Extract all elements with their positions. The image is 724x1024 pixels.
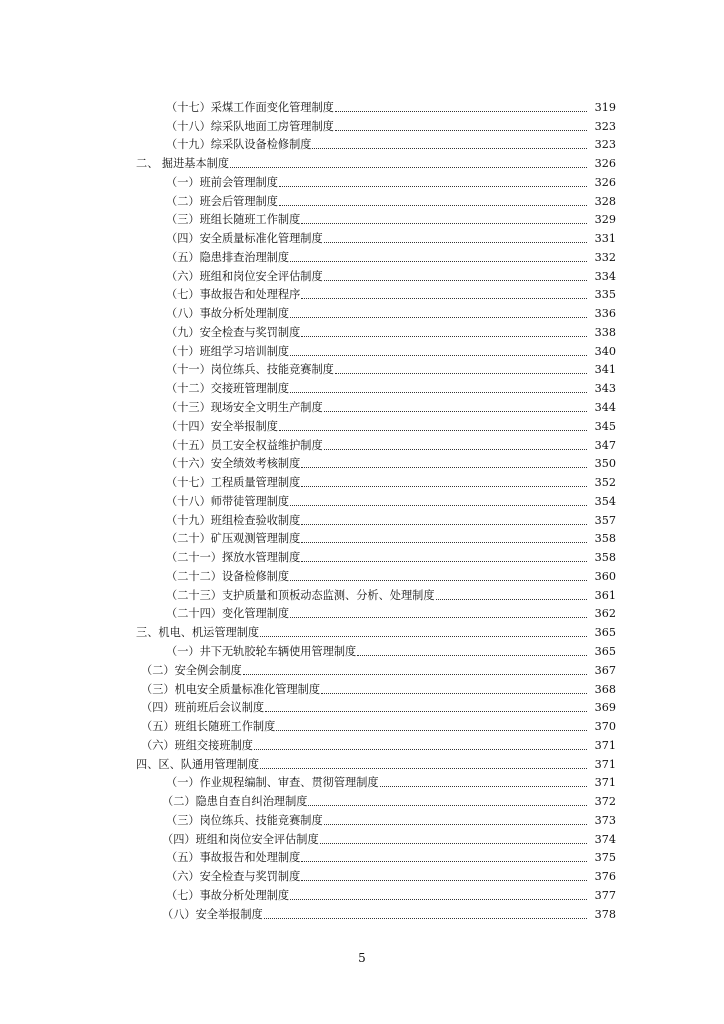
toc-entry[interactable] <box>0 190 616 209</box>
toc-dot-leader <box>290 392 587 393</box>
toc-entry-title: （二）隐患自查自纠治理制度 <box>162 795 308 809</box>
toc-entry-title: （十九）综采队设备检修制度 <box>166 138 312 152</box>
toc-entry-page: 341 <box>594 363 616 377</box>
toc-entry[interactable] <box>0 621 616 640</box>
toc-entry-title: （二十一）探放水管理制度 <box>166 551 301 565</box>
toc-entry-page: 357 <box>594 513 616 527</box>
toc-entry-page: 326 <box>594 175 616 189</box>
toc-entry-page: 376 <box>594 870 616 884</box>
toc-dot-leader <box>335 130 587 131</box>
toc-dot-leader <box>301 336 587 337</box>
toc-dot-leader <box>301 561 587 562</box>
toc-dot-leader <box>301 223 587 224</box>
toc-entry-title: 四、区、队通用管理制度 <box>136 757 260 771</box>
toc-entry-page: 365 <box>594 644 616 658</box>
toc-dot-leader <box>380 786 587 787</box>
toc-entry[interactable] <box>0 509 616 528</box>
toc-entry[interactable] <box>0 490 616 509</box>
toc-entry-title: （四）班前班后会议制度 <box>141 701 265 715</box>
toc-entry-page: 377 <box>594 888 616 902</box>
toc-entry[interactable] <box>0 340 616 359</box>
toc-entry-page: 362 <box>594 607 616 621</box>
toc-dot-leader <box>324 449 587 450</box>
toc-entry-title: （六）班组和岗位安全评估制度 <box>166 269 323 283</box>
toc-entry[interactable] <box>0 265 616 284</box>
toc-entry[interactable] <box>0 528 616 547</box>
toc-entry-page: 354 <box>594 494 616 508</box>
toc-entry[interactable] <box>0 865 616 884</box>
toc-entry-title: （二十）矿压观测管理制度 <box>166 532 301 546</box>
toc-dot-leader <box>279 430 587 431</box>
toc-entry[interactable] <box>0 96 616 115</box>
toc-dot-leader <box>276 730 587 731</box>
toc-entry[interactable] <box>0 847 616 866</box>
toc-entry-page: 360 <box>594 569 616 583</box>
toc-dot-leader <box>290 617 587 618</box>
toc-entry[interactable] <box>0 359 616 378</box>
toc-entry[interactable] <box>0 302 616 321</box>
toc-entry[interactable] <box>0 678 616 697</box>
toc-dot-leader <box>324 242 587 243</box>
page-number: 5 <box>358 951 366 965</box>
toc-dot-leader <box>335 373 587 374</box>
toc-entry-title: （十四）安全举报制度 <box>166 419 278 433</box>
toc-entry[interactable] <box>0 903 616 922</box>
toc-entry-page: 358 <box>594 532 616 546</box>
toc-entry-page: 368 <box>594 682 616 696</box>
toc-dot-leader <box>308 805 587 806</box>
toc-entry-title: （九）安全检查与奖罚制度 <box>166 325 301 339</box>
toc-entry-page: 372 <box>594 795 616 809</box>
toc-dot-leader <box>260 636 587 637</box>
toc-entry[interactable] <box>0 115 616 134</box>
toc-entry[interactable] <box>0 809 616 828</box>
toc-entry[interactable] <box>0 321 616 340</box>
toc-dot-leader <box>301 467 587 468</box>
toc-dot-leader <box>335 111 587 112</box>
toc-entry-title: （二）班会后管理制度 <box>166 194 278 208</box>
toc-entry-title: （七）事故报告和处理程序 <box>166 288 301 302</box>
toc-entry-page: 375 <box>594 851 616 865</box>
toc-dot-leader <box>260 768 587 769</box>
toc-entry-page: 344 <box>594 401 616 415</box>
toc-entry-page: 358 <box>594 551 616 565</box>
toc-entry[interactable] <box>0 697 616 716</box>
toc-dot-leader <box>324 280 587 281</box>
toc-entry-title: 二、 掘进基本制度 <box>136 157 230 171</box>
toc-entry-title: （十三）现场安全文明生产制度 <box>166 401 323 415</box>
toc-entry-page: 369 <box>594 701 616 715</box>
toc-entry-title: （一）井下无轨胶轮车辆使用管理制度 <box>166 644 357 658</box>
toc-entry-page: 332 <box>594 250 616 264</box>
toc-entry-page: 371 <box>594 776 616 790</box>
toc-entry-title: （五）班组长随班工作制度 <box>141 720 276 734</box>
toc-dot-leader <box>301 542 587 543</box>
toc-entry-title: （五）隐患排查治理制度 <box>166 250 290 264</box>
toc-entry-title: （一）作业规程编制、审查、贯彻管理制度 <box>166 776 379 790</box>
toc-entry[interactable] <box>0 246 616 265</box>
toc-entry-page: 343 <box>594 382 616 396</box>
toc-dot-leader <box>279 205 587 206</box>
toc-entry[interactable] <box>0 396 616 415</box>
toc-entry[interactable] <box>0 434 616 453</box>
toc-entry[interactable] <box>0 415 616 434</box>
toc-entry-title: （十八）师带徒管理制度 <box>166 494 290 508</box>
toc-dot-leader <box>436 599 587 600</box>
toc-entry-title: （二十三）支护质量和顶板动态监测、分析、处理制度 <box>166 588 435 602</box>
toc-entry-title: （一）班前会管理制度 <box>166 175 278 189</box>
toc-entry-title: （四）班组和岗位安全评估制度 <box>162 832 319 846</box>
toc-entry-title: （三）岗位练兵、技能竞赛制度 <box>166 813 323 827</box>
toc-entry[interactable] <box>0 471 616 490</box>
toc-entry-title: （八）安全举报制度 <box>162 907 263 921</box>
toc-dot-leader <box>320 843 587 844</box>
toc-entry-page: 378 <box>594 907 616 921</box>
toc-dot-leader <box>290 355 587 356</box>
toc-entry-title: （八）事故分析处理制度 <box>166 307 290 321</box>
toc-entry-page: 323 <box>594 119 616 133</box>
toc-entry-title: （十五）员工安全权益维护制度 <box>166 438 323 452</box>
toc-dot-leader <box>243 674 587 675</box>
toc-entry[interactable] <box>0 603 616 622</box>
toc-entry-page: 347 <box>594 438 616 452</box>
toc-entry-page: 323 <box>594 138 616 152</box>
toc-entry[interactable] <box>0 565 616 584</box>
toc-entry-title: （十八）综采队地面工房管理制度 <box>166 119 334 133</box>
toc-entry-title: （十一）岗位练兵、技能竞赛制度 <box>166 363 334 377</box>
toc-entry[interactable] <box>0 884 616 903</box>
toc-entry-page: 371 <box>594 757 616 771</box>
toc-entry-page: 336 <box>594 307 616 321</box>
toc-entry-page: 335 <box>594 288 616 302</box>
toc-entry[interactable] <box>0 790 616 809</box>
toc-dot-leader <box>301 486 587 487</box>
toc-entry-title: （二十四）变化管理制度 <box>166 607 290 621</box>
toc-dot-leader <box>301 524 587 525</box>
toc-entry-page: 319 <box>594 100 616 114</box>
toc-entry-page: 350 <box>594 457 616 471</box>
toc-entry-title: （十七）工程质量管理制度 <box>166 476 301 490</box>
toc-dot-leader <box>279 186 587 187</box>
table-of-contents <box>0 96 724 922</box>
toc-dot-leader <box>230 167 587 168</box>
toc-dot-leader <box>312 148 587 149</box>
toc-entry[interactable] <box>0 715 616 734</box>
toc-entry[interactable] <box>0 546 616 565</box>
toc-entry-title: （六）安全检查与奖罚制度 <box>166 870 301 884</box>
toc-dot-leader <box>254 749 587 750</box>
toc-entry-title: （二）安全例会制度 <box>141 663 242 677</box>
toc-entry-title: （三）机电安全质量标准化管理制度 <box>141 682 321 696</box>
toc-entry[interactable] <box>0 734 616 753</box>
toc-dot-leader <box>301 861 587 862</box>
toc-entry-page: 374 <box>594 832 616 846</box>
toc-entry-title: （二十二）设备检修制度 <box>166 569 290 583</box>
toc-entry-title: （七）事故分析处理制度 <box>166 888 290 902</box>
toc-entry-title: （六）班组交接班制度 <box>141 738 253 752</box>
toc-entry[interactable] <box>0 284 616 303</box>
toc-entry-page: 373 <box>594 813 616 827</box>
toc-entry-page: 370 <box>594 720 616 734</box>
toc-entry[interactable] <box>0 772 616 791</box>
toc-entry[interactable] <box>0 753 616 772</box>
toc-entry-page: 352 <box>594 476 616 490</box>
toc-dot-leader <box>290 580 587 581</box>
toc-entry[interactable] <box>0 453 616 472</box>
toc-entry-title: （五）事故报告和处理制度 <box>166 851 301 865</box>
toc-entry-title: （十六）安全绩效考核制度 <box>166 457 301 471</box>
toc-entry-title: 三、机电、机运管理制度 <box>136 626 260 640</box>
toc-entry[interactable] <box>0 828 616 847</box>
toc-entry-title: （十七）采煤工作面变化管理制度 <box>166 100 334 114</box>
toc-entry[interactable] <box>0 227 616 246</box>
toc-entry-title: （十）班组学习培训制度 <box>166 344 290 358</box>
toc-entry-page: 365 <box>594 626 616 640</box>
toc-entry[interactable] <box>0 152 616 171</box>
toc-entry-page: 329 <box>594 213 616 227</box>
toc-entry[interactable] <box>0 134 616 153</box>
toc-entry[interactable] <box>0 377 616 396</box>
toc-entry-page: 345 <box>594 419 616 433</box>
toc-entry-page: 340 <box>594 344 616 358</box>
toc-entry-title: （四）安全质量标准化管理制度 <box>166 232 323 246</box>
toc-entry-page: 328 <box>594 194 616 208</box>
toc-entry-page: 331 <box>594 232 616 246</box>
toc-entry-title: （十二）交接班管理制度 <box>166 382 290 396</box>
toc-entry-page: 371 <box>594 738 616 752</box>
toc-dot-leader <box>357 655 587 656</box>
toc-dot-leader <box>290 505 587 506</box>
toc-entry-title: （十九）班组检查验收制度 <box>166 513 301 527</box>
toc-entry[interactable] <box>0 171 616 190</box>
toc-entry-page: 334 <box>594 269 616 283</box>
toc-entry-page: 361 <box>594 588 616 602</box>
toc-dot-leader <box>324 411 587 412</box>
toc-dot-leader <box>301 298 587 299</box>
toc-entry-title: （三）班组长随班工作制度 <box>166 213 301 227</box>
toc-dot-leader <box>290 317 587 318</box>
toc-dot-leader <box>265 711 587 712</box>
toc-entry-page: 367 <box>594 663 616 677</box>
toc-dot-leader <box>324 824 587 825</box>
toc-dot-leader <box>264 918 587 919</box>
toc-entry[interactable] <box>0 659 616 678</box>
toc-entry[interactable] <box>0 209 616 228</box>
toc-entry-page: 326 <box>594 157 616 171</box>
toc-dot-leader <box>321 693 587 694</box>
toc-dot-leader <box>301 880 587 881</box>
toc-entry[interactable] <box>0 584 616 603</box>
toc-entry-page: 338 <box>594 325 616 339</box>
toc-entry[interactable] <box>0 640 616 659</box>
toc-dot-leader <box>290 899 587 900</box>
toc-dot-leader <box>290 261 587 262</box>
